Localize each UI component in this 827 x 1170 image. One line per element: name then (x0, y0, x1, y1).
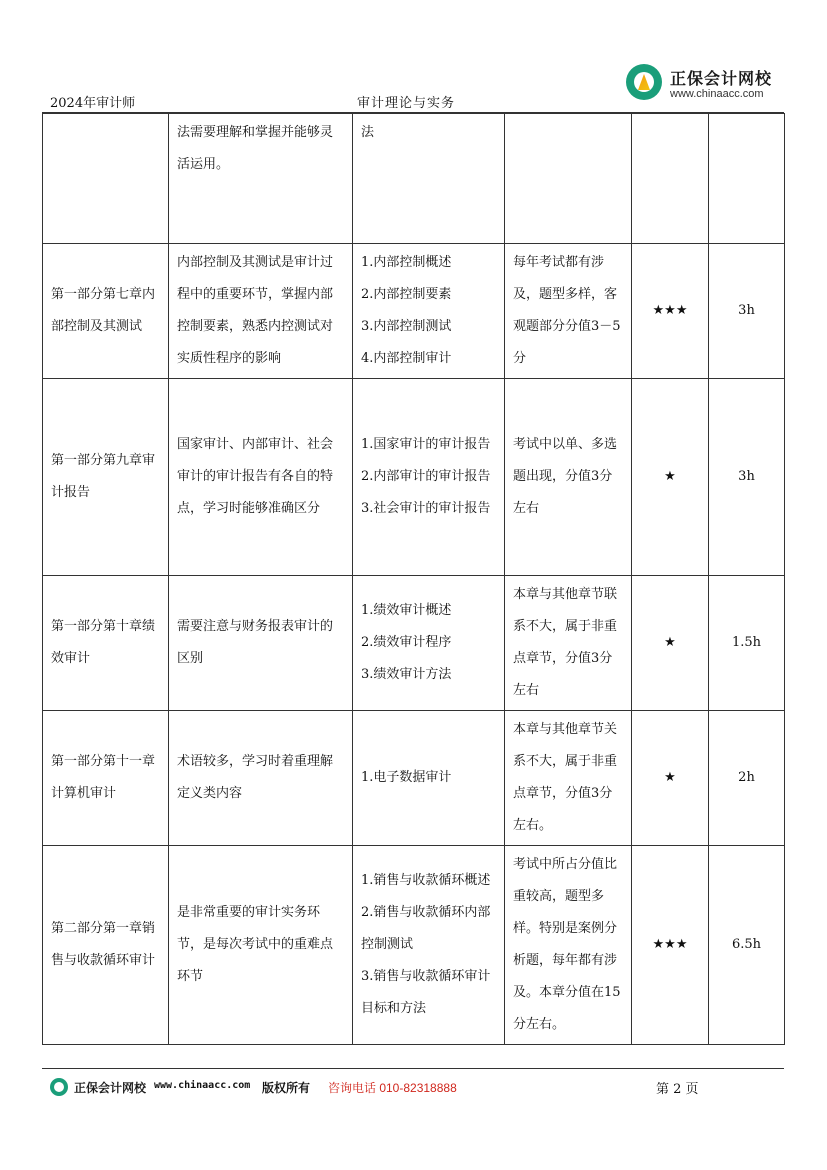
hours-cell: 3h (709, 379, 785, 576)
stars-cell: ★ (632, 379, 709, 576)
study-plan-table (42, 113, 785, 1045)
footer-rights: 版权所有 (262, 1081, 311, 1095)
exam-cell: 考试中所占分值比重较高，题型多样。特别是案例分析题，每年都有涉及。本章分值在15分左右。 (505, 846, 632, 1045)
logo-icon (626, 64, 662, 100)
exam-cell: 本章与其他章节联系不大，属于非重点章节，分值3分左右 (505, 576, 632, 711)
points-cell: 法 (353, 114, 505, 244)
note-cell: 国家审计、内部审计、社会审计的审计报告有各自的特点，学习时能够准确区分 (169, 379, 353, 576)
note-cell: 内部控制及其测试是审计过程中的重要环节，掌握内部控制要素，熟悉内控测试对实质性程序的影响 (169, 244, 353, 379)
header-subject-title: 审计理论与实务 (357, 96, 456, 111)
exam-cell (505, 114, 632, 244)
hours-cell: 1.5h (709, 576, 785, 711)
note-cell: 需要注意与财务报表审计的区别 (169, 576, 353, 711)
footer-url[interactable]: www.chinaacc.com (154, 1080, 251, 1091)
chapter-cell: 第一部分第七章内部控制及其测试 (43, 244, 169, 379)
note-cell: 法需要理解和掌握并能够灵活运用。 (169, 114, 353, 244)
exam-cell: 本章与其他章节关系不大，属于非重点章节，分值3分左右。 (505, 711, 632, 846)
points-cell: 1.国家审计的审计报告 2.内部审计的审计报告 3.社会审计的审计报告 (353, 379, 505, 576)
chapter-cell: 第一部分第十章绩效审计 (43, 576, 169, 711)
brand-logo (626, 64, 786, 104)
exam-cell: 考试中以单、多选题出现，分值3分左右 (505, 379, 632, 576)
note-cell: 是非常重要的审计实务环节，是每次考试中的重难点环节 (169, 846, 353, 1045)
points-cell: 1.销售与收款循环概述 2.销售与收款循环内部控制测试 3.销售与收款循环审计目标和方法 (353, 846, 505, 1045)
footer-phone: 咨询电话 010-82318888 (328, 1081, 457, 1095)
chapter-cell: 第二部分第一章销售与收款循环审计 (43, 846, 169, 1045)
footer-divider (42, 1068, 784, 1069)
chapter-cell: 第一部分第九章审计报告 (43, 379, 169, 576)
stars-cell: ★★★ (632, 846, 709, 1045)
header-exam-title: 2024年审计师 (50, 96, 136, 111)
table-row (43, 379, 785, 576)
hours-cell: 3h (709, 244, 785, 379)
chapter-cell: 第一部分第十一章 计算机审计 (43, 711, 169, 846)
hours-cell: 6.5h (709, 846, 785, 1045)
points-cell: 1.电子数据审计 (353, 711, 505, 846)
footer (50, 1078, 750, 1100)
footer-logo-icon (50, 1078, 68, 1096)
table-row (43, 846, 785, 1045)
hours-cell (709, 114, 785, 244)
page-number: 第 2 页 (656, 1082, 699, 1097)
table-row (43, 711, 785, 846)
points-cell: 1.内部控制概述 2.内部控制要素 3.内部控制测试 4.内部控制审计 (353, 244, 505, 379)
stars-cell (632, 114, 709, 244)
logo-name: 正保会计网校 (670, 71, 773, 88)
exam-cell: 每年考试都有涉及，题型多样，客观题部分分值3－5分 (505, 244, 632, 379)
points-cell: 1.绩效审计概述 2.绩效审计程序 3.绩效审计方法 (353, 576, 505, 711)
hours-cell: 2h (709, 711, 785, 846)
note-cell: 术语较多，学习时着重理解定义类内容 (169, 711, 353, 846)
table-row (43, 244, 785, 379)
table-row (43, 576, 785, 711)
stars-cell: ★★★ (632, 244, 709, 379)
footer-brand: 正保会计网校 (74, 1081, 147, 1095)
logo-url: www.chinaacc.com (670, 88, 764, 100)
table-row (43, 114, 785, 244)
chapter-cell (43, 114, 169, 244)
stars-cell: ★ (632, 711, 709, 846)
stars-cell: ★ (632, 576, 709, 711)
